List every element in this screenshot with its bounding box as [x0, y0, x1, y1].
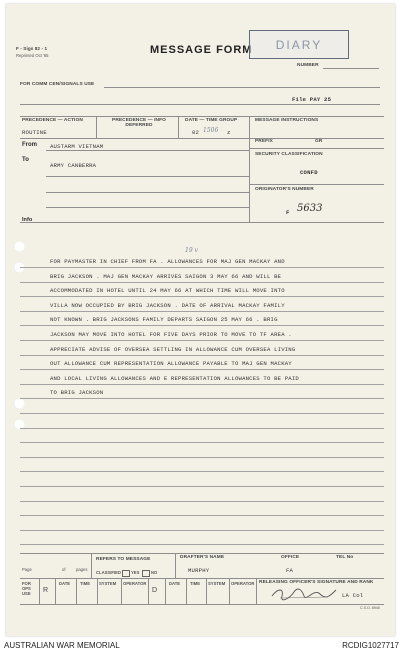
- ruled-line: [20, 398, 384, 399]
- message-line: OUT ALLOWANCE CUM REPRESENTATION ALLOWANCE PAYABLE TO MAJ GEN MACKAY: [50, 360, 292, 368]
- refers-label: REFERS TO MESSAGE: [96, 557, 151, 562]
- pages-label: pages: [76, 567, 88, 572]
- message-line: NOT KNOWN . BRIG JACKSONS FAMILY DEPARTS SAIGON 25 MAY 66 . BRIG: [50, 316, 278, 324]
- punch-hole: [14, 398, 25, 409]
- d-time-label: TIME: [190, 581, 201, 586]
- message-instructions-label: MESSAGE INSTRUCTIONS: [255, 118, 319, 123]
- page-label: Page: [22, 567, 32, 572]
- ruled-line: [20, 413, 384, 414]
- message-line: TO BRIG JACKSON: [50, 389, 104, 397]
- ruled-line: [20, 311, 384, 312]
- gr-label: GR: [315, 139, 323, 144]
- r-time-label: TIME: [80, 581, 91, 586]
- message-line: APPRECIATE ADVISE OF OVERSEA SETTLING IN ALLOWANCE CUM OVERSEA LIVING: [50, 345, 296, 353]
- ruled-line: [20, 384, 384, 385]
- r-system-label: SYSTEM: [99, 581, 117, 586]
- message-line: JACKSON MAY MOVE INTO HOTEL FOR FIVE DAYS PRIOR TO MOVE TO TF AREA .: [50, 331, 292, 338]
- r-operator-label: OPERATOR: [123, 581, 147, 586]
- officer-signature: [270, 584, 340, 602]
- from-value: AUSTARM VIETNAM: [50, 143, 104, 150]
- officer-rank: LA Col: [342, 592, 364, 599]
- drafter-label: DRAFTER'S NAME: [180, 555, 225, 560]
- archive-caption: AUSTRALIAN WAR MEMORIAL: [4, 641, 120, 650]
- for-ops-label: FOR OPS USE: [22, 581, 31, 596]
- office-label: OFFICE: [281, 555, 300, 560]
- releasing-officer-label: RELEASING OFFICER'S SIGNATURE AND RANK: [259, 580, 374, 585]
- from-label: From: [22, 142, 37, 148]
- message-line: AND LOCAL LIVING ALLOWANCES AND E REPRESENTATION ALLOWANCES TO BE PAID: [50, 374, 299, 382]
- ruled-line: [20, 428, 384, 429]
- file-reference: File PAY 25: [292, 96, 332, 103]
- classified-no-checkbox[interactable]: [142, 570, 150, 577]
- ruled-line: [20, 457, 384, 458]
- ruled-line: [20, 282, 384, 283]
- form-title: MESSAGE FORM: [150, 44, 253, 56]
- security-label: SECURITY CLASSIFICATION: [255, 152, 323, 157]
- of-label: of: [62, 567, 66, 572]
- classified-label: CLASSIFIED: [96, 570, 121, 575]
- ruled-line: [20, 296, 384, 297]
- message-line: FOR PAYMASTER IN CHIEF FROM FA . ALLOWANCES FOR MAJ GEN MACKAY AND: [50, 258, 285, 265]
- d-system-label: SYSTEM: [208, 581, 226, 586]
- precedence-action-label: PRECEDENCE — ACTION: [22, 118, 83, 123]
- classified-yes-label: YES: [131, 570, 140, 575]
- diary-stamp: DIARY: [249, 30, 349, 59]
- info-label: Info: [22, 217, 33, 223]
- ruled-line: [20, 544, 384, 545]
- archive-reference: RCDIG1027717: [342, 641, 399, 650]
- ruled-line: [20, 471, 384, 472]
- punch-hole: [14, 241, 25, 252]
- ruled-line: [20, 369, 384, 370]
- handwritten-note: 19 v: [185, 247, 198, 254]
- dtg-value: 02: [192, 129, 200, 136]
- message-line: VILLA NOW OCCUPIED BY BRIG JACKSON . DATE OF ARRIVAL MACKAY FAMILY: [50, 301, 285, 309]
- dtg-handwritten: 1506: [203, 127, 219, 134]
- ruled-line: [20, 267, 384, 268]
- drafter-value: MURPHY: [188, 567, 210, 574]
- d-date-label: DATE: [169, 581, 181, 586]
- form-reprint: Reprinted Oct '65: [16, 53, 49, 58]
- dtg-suffix: z: [227, 129, 231, 136]
- d-label: D: [152, 587, 158, 594]
- prefix-label: PREFIX: [255, 139, 273, 144]
- dtg-label: DATE — TIME GROUP: [185, 118, 238, 123]
- tel-label: TEL No: [336, 555, 354, 560]
- ruled-line: [20, 355, 384, 356]
- classified-yes-checkbox[interactable]: [122, 570, 130, 577]
- classified-no-label: NO: [151, 570, 158, 575]
- office-value: FA: [286, 567, 294, 574]
- r-label: R: [43, 587, 49, 594]
- ruled-line: [20, 486, 384, 487]
- d-operator-label: OPERATOR: [231, 581, 255, 586]
- comm-label: FOR COMM CEN/SIGNALS USE: [20, 82, 95, 87]
- originator-label: ORIGINATOR'S NUMBER: [255, 187, 314, 192]
- to-value: ARMY CANBERRA: [50, 162, 97, 169]
- number-label: NUMBER: [297, 63, 319, 68]
- ruled-line: [20, 325, 384, 326]
- ruled-line: [20, 442, 384, 443]
- precedence-info-label: PRECEDENCE — INFO DEFERRED: [112, 118, 166, 128]
- message-line: BRIG JACKSON . MAJ GEN MACKAY ARRIVES SAIGON 3 MAY 66 AND WILL BE: [50, 272, 282, 280]
- to-label: To: [22, 157, 29, 163]
- r-date-label: DATE: [59, 581, 71, 586]
- originator-number: 5633: [297, 203, 323, 214]
- ruled-line: [20, 530, 384, 531]
- form-id: F - Sigs 82 - 1: [16, 46, 48, 51]
- precedence-value: ROUTINE: [22, 129, 47, 136]
- ruled-line: [20, 501, 384, 502]
- originator-prefix: F: [286, 209, 290, 216]
- message-line: ACCOMMODATED IN HOTEL UNTIL 24 MAY 66 AT WHICH TIME WILL MOVE INTO: [50, 287, 285, 295]
- print-code: C.S.O. 8945: [360, 606, 380, 610]
- ruled-line: [20, 515, 384, 516]
- security-value: CONFD: [300, 169, 318, 176]
- ruled-line: [20, 340, 384, 341]
